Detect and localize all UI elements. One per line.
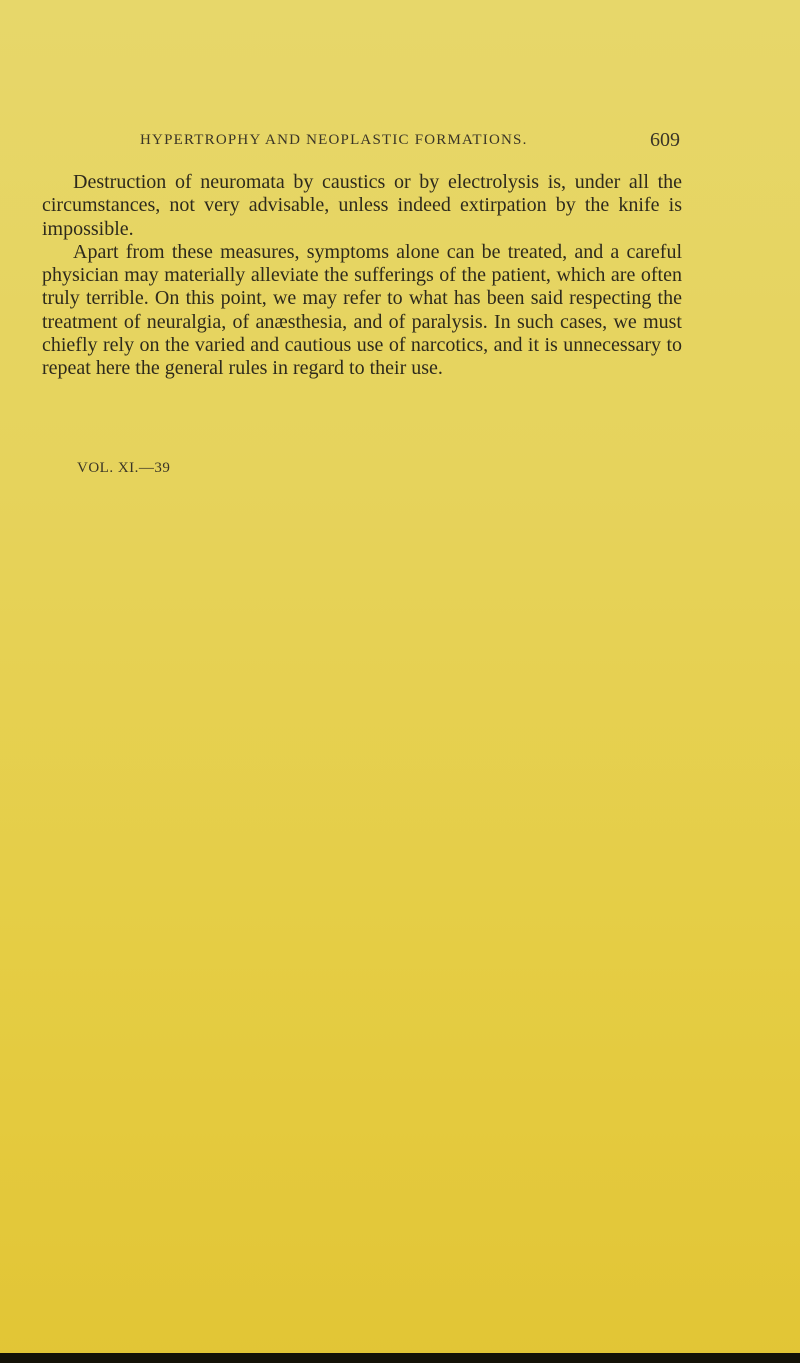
- signature-mark: VOL. XI.—39: [77, 460, 171, 476]
- page-number: 609: [650, 129, 680, 151]
- paragraph: Apart from these measures, symptoms alone can be treated, and a careful physician may materially alleviate the sufferings of the patient, which are often truly terrible. On this point, we may refer to what has been said respecting the treatment of neuralgia, of anæsthesia, and of paralysis. In such cases, we must chiefly rely on the varied and cautious use of narcotics, and it is unnecessary to repeat here the general rules in regard to their use.: [42, 240, 682, 380]
- running-head: [140, 129, 680, 151]
- page-edge-shadow: [0, 1353, 800, 1363]
- body-text: [42, 171, 682, 381]
- running-title: HYPERTROPHY AND NEOPLASTIC FORMATIONS.: [140, 132, 528, 148]
- paragraph: Destruction of neuromata by caustics or by electrolysis is, under all the circumstances, not very advisable, unless indeed extirpation by the knife is impossible.: [42, 171, 682, 240]
